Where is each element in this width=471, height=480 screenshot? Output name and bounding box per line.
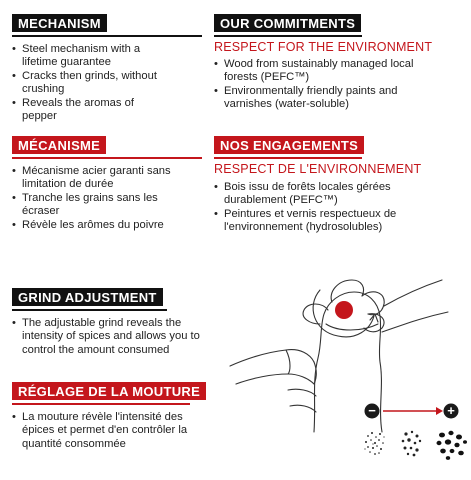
list-item: • Cracks then grinds, without crushing [12, 70, 162, 97]
mecanisme-rule [12, 157, 202, 159]
commitments-list [214, 58, 434, 112]
engagements-list [214, 181, 439, 235]
list-item: • Steel mechanism with a lifetime guarantee [12, 43, 162, 70]
list-item: • Wood from sustainably managed local forests (PEFC™) [214, 58, 434, 85]
grind-section [12, 288, 222, 357]
grind-list [12, 317, 202, 357]
mechanism-rule [12, 35, 202, 37]
minus-icon: − [368, 403, 376, 418]
plus-icon: + [447, 403, 455, 418]
coarse-grind-icon [437, 431, 468, 460]
commitments-subheading: RESPECT FOR THE ENVIRONMENT [214, 40, 433, 54]
mecanisme-section [12, 136, 202, 232]
reglage-heading: RÉGLAGE DE LA MOUTURE [12, 382, 206, 400]
reglage-list [12, 411, 208, 451]
list-item: • Bois issu de forêts locales gérées durablement (PEFC™) [214, 181, 439, 208]
commitments-heading: OUR COMMITMENTS [214, 14, 361, 32]
grind-heading: GRIND ADJUSTMENT [12, 288, 163, 306]
engagements-subheading: RESPECT DE L'ENVIRONNEMENT [214, 162, 422, 176]
list-item: • Peintures et vernis respectueux de l'environnement (hydrosolubles) [214, 208, 439, 235]
mecanisme-list [12, 165, 184, 232]
list-item: • Tranche les grains sans les écraser [12, 192, 184, 219]
medium-grind-icon [402, 431, 422, 457]
list-item: • Révèle les arômes du poivre [12, 219, 184, 232]
commitments-rule [214, 35, 362, 37]
mechanism-list [12, 43, 162, 123]
commitments-section [214, 14, 460, 112]
engagements-section [214, 136, 460, 235]
engagements-heading: NOS ENGAGEMENTS [214, 136, 364, 154]
fine-grind-icon [364, 432, 384, 455]
list-item: • The adjustable grind reveals the intensity of spices and allows you to control the amount consumed [12, 317, 202, 357]
list-item: • Mécanisme acier garanti sans limitation de durée [12, 165, 184, 192]
list-item: • Environmentally friendly paints and varnishes (water-soluble) [214, 85, 434, 112]
engagements-rule [214, 157, 362, 159]
mecanisme-heading: MÉCANISME [12, 136, 106, 154]
reglage-section [12, 382, 222, 451]
grind-rule [12, 309, 167, 311]
grind-scale [362, 402, 470, 472]
list-item: • Reveals the aromas of pepper [12, 97, 162, 124]
arrow-right-icon [436, 407, 443, 415]
reglage-rule [12, 403, 190, 405]
list-item: • La mouture révèle l'intensité des épices et permet d'en contrôler la quantité consommée [12, 411, 208, 451]
mechanism-heading: MECHANISM [12, 14, 107, 32]
mechanism-section [12, 14, 202, 123]
